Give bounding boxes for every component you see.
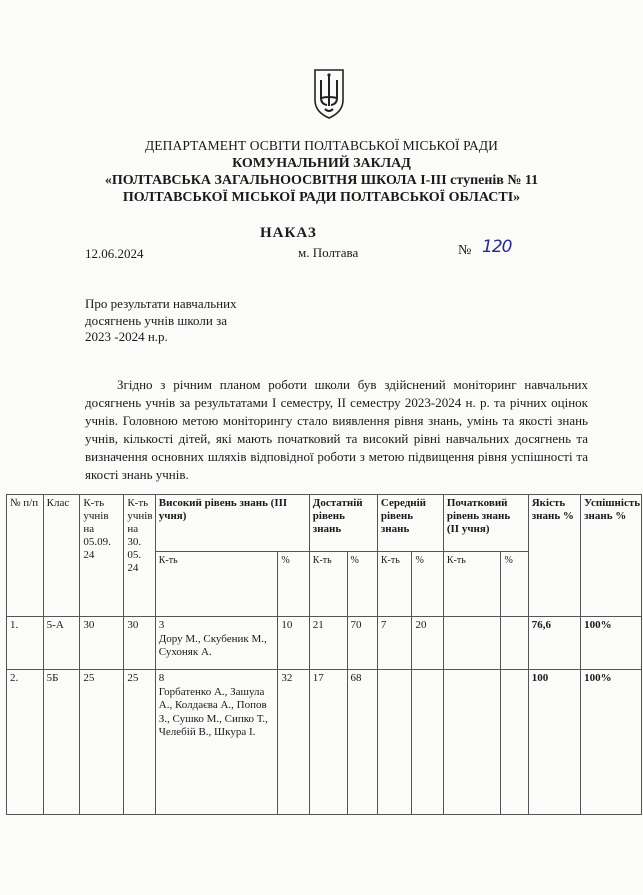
subject-line: Про результати навчальних xyxy=(85,296,237,311)
table-row xyxy=(7,670,642,815)
cell-init-pct xyxy=(501,670,528,815)
document-type: НАКАЗ xyxy=(260,225,317,241)
header-success: Успішність знань % xyxy=(581,495,642,617)
header-num: № п/п xyxy=(7,495,44,617)
header-count-end: К-ть учнів на 30. 05. 24 xyxy=(124,495,155,617)
body-paragraph xyxy=(85,376,588,484)
cell-avg-count xyxy=(377,670,412,815)
cell-start: 30 xyxy=(80,617,124,670)
cell-success: 100% xyxy=(581,617,642,670)
high-names: Горбатенко А., Зашула А., Колдаєва А., Попов З., Сушко М., Сипко Т., Челебій В., Шкура І. xyxy=(158,685,268,738)
cell-success: 100% xyxy=(581,670,642,815)
coat-of-arms-icon xyxy=(312,68,346,120)
cell-quality: 76,6 xyxy=(528,617,580,670)
cell-end: 30 xyxy=(124,617,155,670)
cell-end: 25 xyxy=(124,670,155,815)
cell-init-count xyxy=(443,617,501,670)
header-quality: Якість знань % xyxy=(528,495,580,617)
subject-line: 2023 -2024 н.р. xyxy=(85,329,168,344)
sub-count: К-ть xyxy=(155,552,278,617)
high-count-value: 8 xyxy=(158,672,165,684)
header-class: Клас xyxy=(43,495,80,617)
cell-suff-count: 21 xyxy=(309,617,347,670)
table-header-row xyxy=(7,495,642,552)
header-sufficient-level: Достатній рівень знань xyxy=(309,495,377,552)
header-high-level: Високий рівень знань (ІІІ учня) xyxy=(155,495,309,552)
cell-avg-pct xyxy=(412,670,443,815)
high-names: Дору М., Скубеник М., Сухоняк А. xyxy=(158,632,267,658)
cell-suff-count: 17 xyxy=(309,670,347,815)
cell-init-count xyxy=(443,670,501,815)
department-title: ДЕПАРТАМЕНТ ОСВІТИ ПОЛТАВСЬКОЇ МІСЬКОЇ РАДИ xyxy=(144,138,499,153)
sub-pct: % xyxy=(412,552,443,617)
cell-init-pct xyxy=(501,617,528,670)
cell-avg-count: 7 xyxy=(377,617,412,670)
cell-suff-pct: 68 xyxy=(347,670,377,815)
cell-high-pct: 32 xyxy=(278,670,309,815)
sub-pct: % xyxy=(278,552,309,617)
handwritten-number: 120 xyxy=(482,237,512,257)
cell-high-count xyxy=(155,670,278,815)
cell-num: 1. xyxy=(7,617,44,670)
sub-pct: % xyxy=(347,552,377,617)
document-date: 12.06.2024 xyxy=(85,246,144,261)
cell-start: 25 xyxy=(80,670,124,815)
sub-count: К-ть xyxy=(377,552,412,617)
sub-count: К-ть xyxy=(309,552,347,617)
cell-num: 2. xyxy=(7,670,44,815)
cell-suff-pct: 70 xyxy=(347,617,377,670)
cell-class: 5-А xyxy=(43,617,80,670)
header-average-level: Середній рівень знань xyxy=(377,495,443,552)
body-text: Згідно з річним планом роботи школи був здійснений моніторинг навчальних досягнень учнів за результатами І семестру, ІІ семестру 2023-2024 н. р. та річних оцінок учнів. Головною метою моніторингу стало виявлення рівня знань, умінь та якості знань учнів, кількості дітей, які мають початковий та високий рівні навчальних досягнень та визначення основних шляхів відповідної роботи з метою підвищення рівня успішності та якості знань учнів. xyxy=(85,377,588,482)
cell-class: 5Б xyxy=(43,670,80,815)
subject-line: досягнень учнів школи за xyxy=(85,312,227,328)
cell-high-count xyxy=(155,617,278,670)
order-subject xyxy=(85,296,295,346)
sub-pct: % xyxy=(501,552,528,617)
cell-avg-pct: 20 xyxy=(412,617,443,670)
number-label: № xyxy=(458,243,472,258)
sub-count: К-ть xyxy=(443,552,501,617)
school-name-line2: ПОЛТАВСЬКОЇ МІСЬКОЇ РАДИ ПОЛТАВСЬКОЇ ОБЛАСТІ» xyxy=(122,190,521,205)
header-initial-level: Початковий рівень знань (ІІ учня) xyxy=(443,495,528,552)
high-count-value: 3 xyxy=(158,619,165,631)
table-row xyxy=(7,617,642,670)
school-name-line1: «ПОЛТАВСЬКА ЗАГАЛЬНООСВІТНЯ ШКОЛА І-ІІІ ступенів № 11 xyxy=(104,173,539,188)
results-table xyxy=(6,494,642,815)
cell-high-pct: 10 xyxy=(278,617,309,670)
cell-quality: 100 xyxy=(528,670,580,815)
document-city: м. Полтава xyxy=(298,245,359,260)
institution-type: КОМУНАЛЬНИЙ ЗАКЛАД xyxy=(232,156,411,171)
header-count-start: К-ть учнів на 05.09. 24 xyxy=(80,495,124,617)
